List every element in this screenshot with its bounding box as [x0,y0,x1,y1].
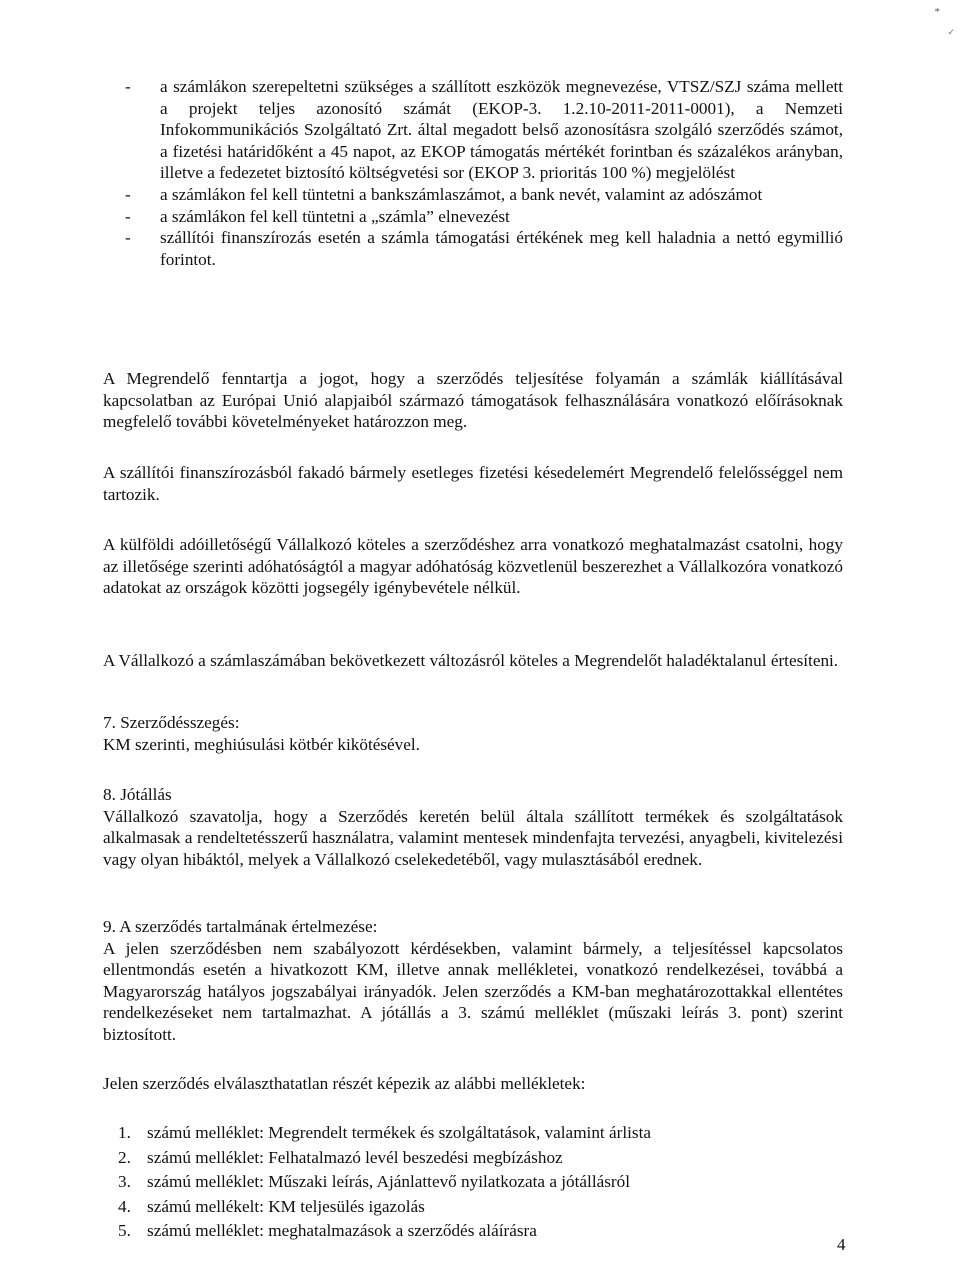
annex-text: számú melléklet: Felhatalmazó levél beszedési megbízáshoz [147,1147,563,1167]
bullet-dash: - [125,206,131,226]
bullet-dash: - [125,77,131,96]
section-7 [103,712,843,755]
annex-item [118,1122,818,1147]
bullet-text: szállítói finanszírozás esetén a számla támogatási értékének meg kell haladnia a nettó egymillió forintot. [160,228,843,269]
section-9-text: A jelen szerződésben nem szabályozott kérdésekben, valamint bármely, a teljesítéssel kapcsolatos ellentmondás esetén a hivatkozott KM, illetve annak mellékletei, vonatkozó rendelkezései, továbbá a Magyarország hatályos jogszabályai irányadók. Jelen szerződés a KM-ban meghatározottakkal ellentétes rendelkezéseket nem tartalmazhat. A jótállás a 3. számú melléklet (műszaki leírás 3. pont) szerint biztosított. [103,938,843,1044]
scan-mark-small: ✓ [947,27,955,37]
annex-item [118,1220,818,1245]
annex-item [118,1147,818,1172]
annex-text: számú melléklet: meghatalmazások a szerződés aláírásra [147,1221,537,1240]
annex-text: számú mellékelt: KM teljesülés igazolás [147,1196,425,1216]
annex-number: 1. [118,1123,131,1142]
requirements-bullet-list [125,76,843,270]
section-9 [103,916,843,1046]
bullet-item [125,206,843,228]
bullet-dash: - [125,184,131,204]
paragraph-account-change: A Vállalkozó a számlaszámában bekövetkezett változásról köteles a Megrendelőt haladéktalanul értesíteni. [103,651,839,670]
paragraph-foreign-tax: A külföldi adóilletőségű Vállalkozó köteles a szerződéshez arra vonatkozó meghatalmazást csatolni, hogy az illetősége szerinti adóhatóságtól a magyar adóhatóság közvetlenül beszerezhet a Vállalkozóra vonatkozó adatokat az országok közötti jogsegély igénybevétele nélkül. [103,535,843,598]
bullet-dash: - [125,228,131,248]
paragraph-supplier-financing: A szállítói finanszírozásból fakadó bármely esetleges fizetési késedelemért Megrendelő felelősséggel nem tartozik. [103,463,843,504]
bullet-text: a számlákon fel kell tüntetni a „számla” elnevezést [160,206,510,226]
scan-mark: * [934,6,940,18]
annex-list [118,1122,818,1245]
annex-text: számú melléklet: Műszaki leírás, Ajánlattevő nyilatkozata a jótállásról [147,1172,631,1191]
annex-item [118,1196,818,1221]
bullet-text: a számlákon fel kell tüntetni a bankszámlaszámot, a bank nevét, valamint az adószámot [160,184,763,204]
bullet-item [125,76,843,184]
section-7-heading: 7. Szerződésszegés: [103,713,240,732]
bullet-item [125,184,843,206]
section-9-heading: 9. A szerződés tartalmának értelmezése: [103,917,378,936]
annex-number: 5. [118,1221,131,1240]
section-8-text: Vállalkozó szavatolja, hogy a Szerződés keretén belül általa szállított termékek és szolgáltatások alkalmasak a rendeltetésszerű használatra, valamint mentesek mindenfajta tervezési, anyagbeli, kivitelezési vagy olyan hibáktól, melyek a Vállalkozó cselekedetéből, vagy mulasztásából erednek. [103,806,843,869]
bullet-text: a számlákon szerepeltetni szükséges a szállított eszközök megnevezése, VTSZ/SZJ száma mellett a projekt teljes azonosító számát (EKOP-3. 1.2.10-2011-2011-0001), a Nemzeti Infokommunikációs Szolgáltató Zrt. által megadott belső azonosításra szolgáló szerződés számot, a fizetési határidőként a 45 napot, az EKOP támogatás mértékét forintban és százalékos arányban, illetve a fedezetet biztosító költségvetési sor (EKOP 3. prioritás 100 %) megjelölést [160,77,843,183]
annex-text: számú melléklet: Megrendelt termékek és szolgáltatások, valamint árlista [147,1123,651,1142]
page-number: 4 [837,1235,846,1254]
paragraph-requirements: A Megrendelő fenntartja a jogot, hogy a szerződés teljesítése folyamán a számlák kiállításával kapcsolatban az Európai Unió alapjaiból származó támogatások felhasználására vonatkozó előírásoknak megfelelő további követelményeket határozzon meg. [103,369,843,432]
bullet-item [125,227,843,270]
annex-item [118,1171,818,1196]
section-8-heading: 8. Jótállás [103,785,172,804]
annex-number: 2. [118,1147,131,1167]
annex-number: 4. [118,1196,131,1216]
annex-intro: Jelen szerződés elválaszthatatlan részét képezik az alábbi mellékletek: [103,1074,586,1093]
section-8 [103,784,843,870]
section-7-text: KM szerinti, meghiúsulási kötbér kikötésével. [103,734,420,754]
annex-number: 3. [118,1172,131,1191]
